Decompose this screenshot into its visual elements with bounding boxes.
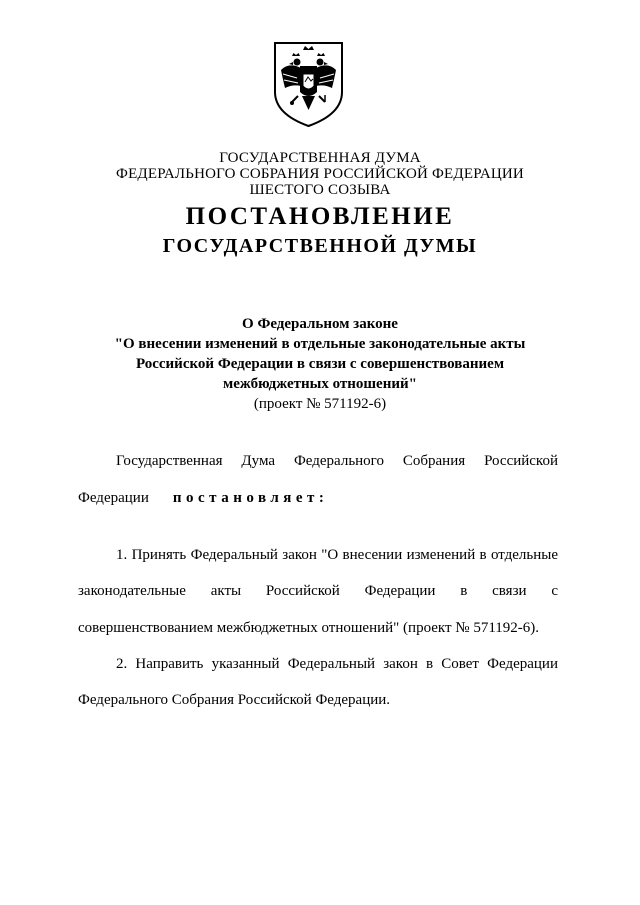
item-1-line-2: законодательные акты Российской Федерации в связи с <box>78 583 558 599</box>
issuer-line-3: ШЕСТОГО СОЗЫВА <box>249 182 391 198</box>
law-title-line-2: "О внесении изменений в отдельные законодательные акты <box>114 336 526 352</box>
item-2-line-2: Федерального Собрания Российской Федерации. <box>78 692 391 708</box>
project-number: (проект № 571192-6) <box>253 396 387 412</box>
item-1-line-3: совершенствованием межбюджетных отношений" (проект № 571192-6). <box>78 620 540 636</box>
document-title: ПОСТАНОВЛЕНИЕ <box>185 203 455 230</box>
preamble-line-2 <box>78 490 558 507</box>
law-title-line-3: Российской Федерации в связи с совершенствованием <box>135 356 505 372</box>
preamble-line-1: Государственная Дума Федерального Собрания Российской <box>116 453 558 469</box>
preamble-prefix: Федерации <box>78 490 149 506</box>
coat-of-arms-emblem <box>271 40 346 128</box>
law-title-line-4: межбюджетных отношений" <box>223 376 417 392</box>
law-title-block <box>0 314 640 414</box>
issuer-line-1: ГОСУДАРСТВЕННАЯ ДУМА <box>219 150 421 166</box>
document-subtitle: ГОСУДАРСТВЕННОЙ ДУМЫ <box>162 235 478 257</box>
law-title-line-1: О Федеральном законе <box>242 316 398 332</box>
item-2-line-1: 2. Направить указанный Федеральный закон в Совет Федерации <box>116 656 558 672</box>
resolves-word: постановляет: <box>172 490 329 506</box>
issuer-line-2: ФЕДЕРАЛЬНОГО СОБРАНИЯ РОССИЙСКОЙ ФЕДЕРАЦИИ <box>116 166 524 182</box>
item-1-line-1: 1. Принять Федеральный закон "О внесении изменений в отдельные <box>116 547 558 563</box>
